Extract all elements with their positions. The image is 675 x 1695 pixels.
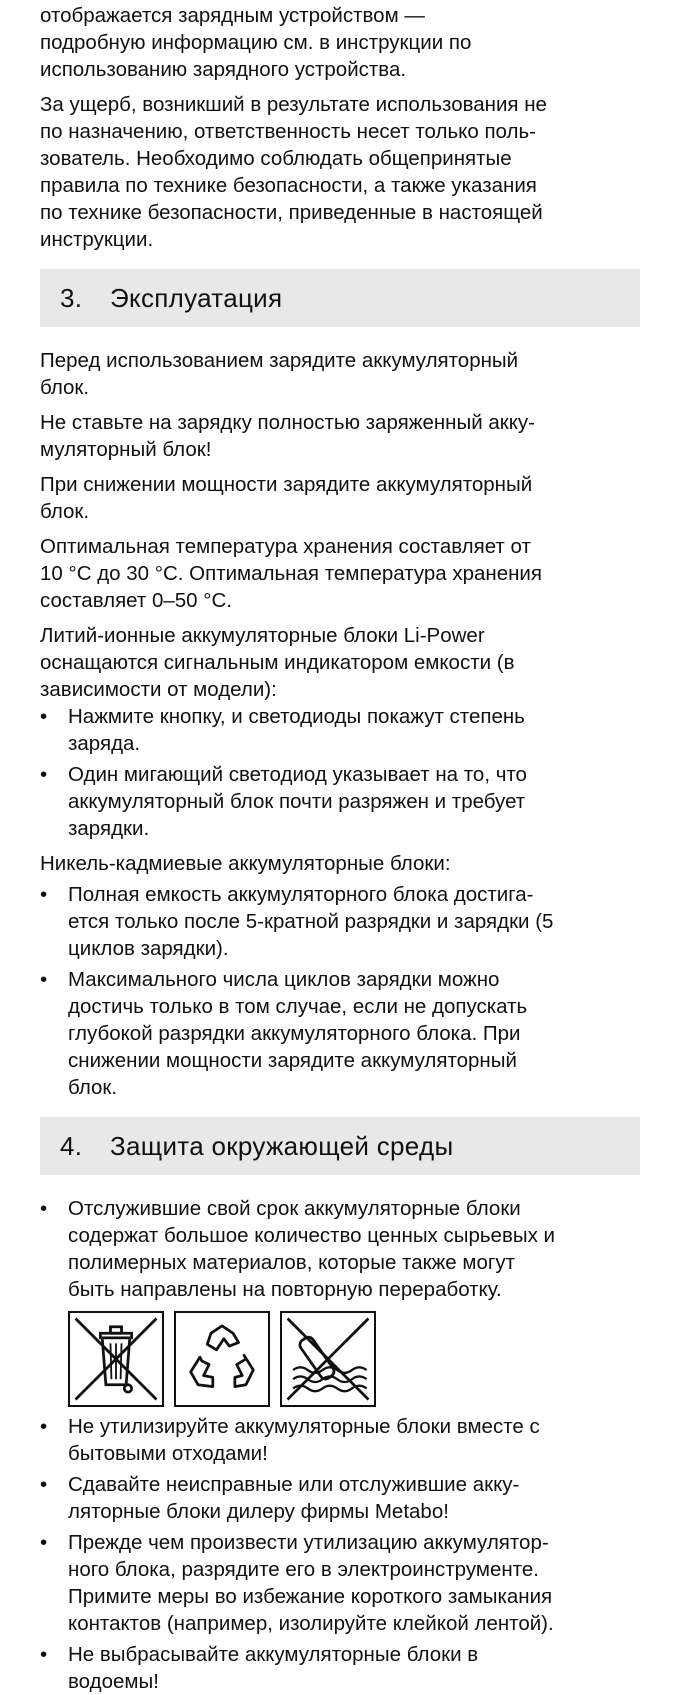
intro-paragraph-2: [40, 91, 640, 253]
text-line: достичь только в том случае, если не допускать: [68, 995, 528, 1018]
section-title: Защита окружающей среды: [110, 1130, 454, 1161]
list-item: [40, 1529, 640, 1637]
disposal-icons: [68, 1311, 640, 1407]
text-line: водоемы!: [68, 1670, 159, 1693]
text-line: подробную информацию см. в инструкции по: [40, 31, 472, 54]
nicd-heading: Никель-кадмиевые аккумуляторные блоки:: [40, 852, 451, 875]
text-line: содержат большое количество ценных сырьевых и: [68, 1224, 555, 1247]
text-line: по технике безопасности, приведенные в настоящей: [40, 201, 543, 224]
text-line: • Не утилизируйте аккумуляторные блоки вместе с: [68, 1415, 540, 1438]
text-line: быть направлены на повторную переработку.: [68, 1278, 502, 1301]
section-3-header: [40, 269, 640, 327]
text-line: • Прежде чем произвести утилизацию аккумулятор-: [68, 1531, 549, 1554]
list-item: [40, 881, 640, 962]
text-line: контактов (например, изолируйте клейкой лентой).: [68, 1612, 554, 1635]
text-line: блок.: [40, 500, 90, 523]
text-line: муляторный блок!: [40, 438, 212, 461]
text-line: ляторные блоки дилеру фирмы Metabo!: [68, 1500, 449, 1523]
section-4-header: [40, 1117, 640, 1175]
text-line: циклов зарядки).: [68, 937, 229, 960]
paragraph: [40, 409, 640, 463]
text-line: заряда.: [68, 732, 141, 755]
text-line: оснащаются сигнальным индикатором емкости (в: [40, 651, 515, 674]
list-item: [40, 1471, 640, 1525]
text-line: • Максимального числа циклов зарядки можно: [68, 968, 500, 991]
text-line: отображается зарядным устройством —: [40, 4, 425, 27]
text-line: блок.: [68, 1076, 118, 1099]
text-line: правила по технике безопасности, а также указания: [40, 174, 537, 197]
list-item: [40, 703, 640, 757]
list-item: [40, 1195, 640, 1303]
section-title: Эксплуатация: [110, 282, 283, 313]
text-line: Примите меры во избежание короткого замыкания: [68, 1585, 553, 1608]
text-line: ного блока, разрядите его в электроинструменте.: [68, 1558, 539, 1581]
paragraph: [40, 533, 640, 614]
list-item: [40, 761, 640, 842]
text-line: • Полная емкость аккумуляторного блока достига-: [68, 883, 534, 906]
text-line: зарядки.: [68, 817, 150, 840]
text-line: • Один мигающий светодиод указывает на то, что: [68, 763, 527, 786]
text-line: блок.: [40, 376, 90, 399]
text-line: 10 °C до 30 °C. Оптимальная температура хранения: [40, 562, 542, 585]
text-line: За ущерб, возникший в результате использования не: [40, 93, 547, 116]
text-line: • Нажмите кнопку, и светодиоды покажут степень: [68, 705, 525, 728]
text-line: • Не выбрасывайте аккумуляторные блоки в: [68, 1643, 479, 1666]
text-line: При снижении мощности зарядите аккумуляторный: [40, 473, 533, 496]
list-item: [40, 966, 640, 1101]
text-line: использованию зарядного устройства.: [40, 58, 407, 81]
manual-page: [40, 0, 640, 1695]
paragraph: [40, 471, 640, 525]
paragraph: [40, 347, 640, 401]
text-line: аккумуляторный блок почти разряжен и требует: [68, 790, 526, 813]
text-line: составляет 0–50 °C.: [40, 589, 232, 612]
list-item: [40, 1413, 640, 1467]
text-line: снижении мощности зарядите аккумуляторный: [68, 1049, 517, 1072]
text-line: Оптимальная температура хранения составляет от: [40, 535, 531, 558]
text-line: инструкции.: [40, 228, 154, 251]
recycle-icon: [174, 1311, 270, 1407]
no-water-disposal-icon: [280, 1311, 376, 1407]
text-line: Не ставьте на зарядку полностью заряженный акку-: [40, 411, 536, 434]
text-line: ется только после 5-кратной разрядки и зарядки (5: [68, 910, 554, 933]
text-line: Перед использованием зарядите аккумуляторный: [40, 349, 519, 372]
text-line: • Сдавайте неисправные или отслужившие акку-: [68, 1473, 520, 1496]
text-line: зователь. Необходимо соблюдать общепринятые: [40, 147, 512, 170]
intro-paragraph-1: [40, 2, 640, 83]
text-line: Литий-ионные аккумуляторные блоки Li-Power: [40, 624, 485, 647]
text-line: • Отслужившие свой срок аккумуляторные блоки: [68, 1197, 521, 1220]
section-number: 3.: [60, 282, 83, 313]
section-number: 4.: [60, 1130, 83, 1161]
list-item: [40, 1641, 640, 1695]
text-line: зависимости от модели):: [40, 678, 277, 701]
text-line: по назначению, ответственность несет только поль-: [40, 120, 536, 143]
text-line: бытовыми отходами!: [68, 1442, 268, 1465]
text-line: полимерных материалов, которые также могут: [68, 1251, 515, 1274]
paragraph: [40, 622, 640, 703]
text-line: глубокой разрядки аккумуляторного блока. При: [68, 1022, 521, 1045]
crossed-out-bin-icon: [68, 1311, 164, 1407]
